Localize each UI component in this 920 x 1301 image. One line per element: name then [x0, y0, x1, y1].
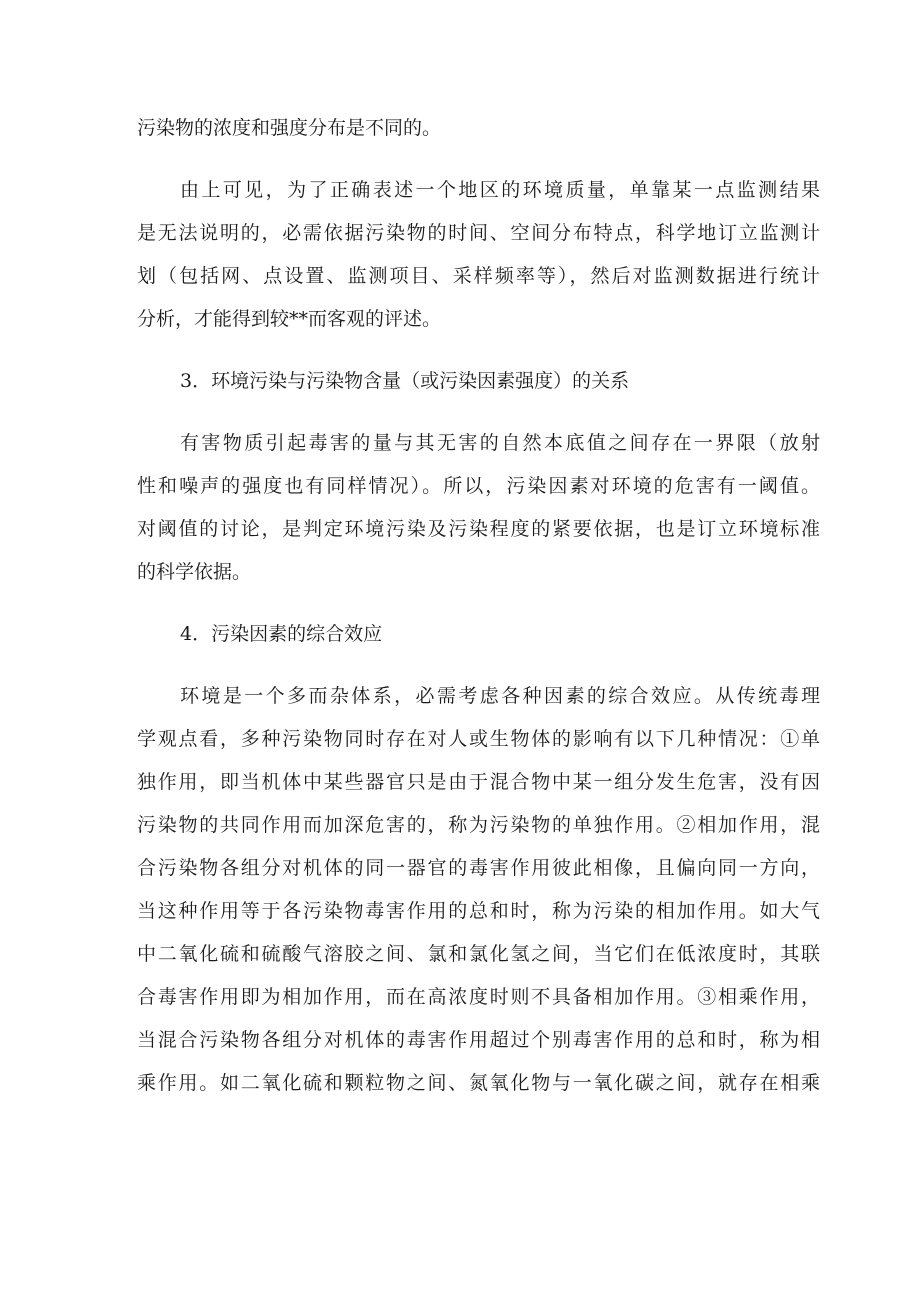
paragraph-4-line-8: 合毒害作用即为相加作用，而在高浓度时则不具备相加作用。③相乘作用， [137, 986, 820, 1008]
paragraph-3-line-4: 的科学依据。 [137, 561, 252, 583]
paragraph-4-line-9: 当混合污染物各组分对机体的毒害作用超过个别毒害作用的总和时，称为相 [137, 1029, 820, 1051]
paragraph-1-line-1: 污染物的浓度和强度分布是不同的。 [137, 117, 442, 139]
paragraph-4-line-10: 乘作用。如二氧化硫和颗粒物之间、氮氧化物与一氧化碳之间，就存在相乘 [137, 1072, 820, 1094]
section-heading-4: 4．污染因素的综合效应 [180, 623, 383, 645]
paragraph-4-line-7: 中二氧化硫和硫酸气溶胶之间、氯和氯化氢之间，当它们在低浓度时，其联 [137, 943, 820, 965]
paragraph-4-line-1: 环境是一个多而杂体系，必需考虑各种因素的综合效应。从传统毒理 [180, 685, 820, 707]
paragraph-2-line-1: 由上可见，为了正确表述一个地区的环境质量，单靠某一点监测结果 [180, 179, 820, 201]
paragraph-2-line-4: 分析，才能得到较**而客观的评述。 [137, 308, 442, 330]
paragraph-2-line-3: 划（包括网、点设置、监测项目、采样频率等），然后对监测数据进行统计 [137, 265, 820, 287]
paragraph-4-line-3: 独作用，即当机体中某些器官只是由于混合物中某一组分发生危害，没有因 [137, 771, 820, 793]
paragraph-3-line-2: 性和噪声的强度也有同样情况）。所以，污染因素对环境的危害有一阈值。 [137, 475, 820, 497]
paragraph-3-line-1: 有害物质引起毒害的量与其无害的自然本底值之间存在一界限（放射 [180, 432, 820, 454]
paragraph-4-line-6: 当这种作用等于各污染物毒害作用的总和时，称为污染的相加作用。如大气 [137, 900, 820, 922]
paragraph-4-line-5: 合污染物各组分对机体的同一器官的毒害作用彼此相像，且偏向同一方向， [137, 857, 820, 879]
paragraph-4-line-4: 污染物的共同作用而加深危害的，称为污染物的单独作用。②相加作用，混 [137, 814, 820, 836]
paragraph-3-line-3: 对阈值的讨论，是判定环境污染及污染程度的紧要依据，也是订立环境标准 [137, 518, 820, 540]
section-heading-3: 3．环境污染与污染物含量（或污染因素强度）的关系 [180, 370, 630, 392]
paragraph-4-line-2: 学观点看，多种污染物同时存在对人或生物体的影响有以下几种情况：①单 [137, 728, 820, 750]
paragraph-2-line-2: 是无法说明的，必需依据污染物的时间、空间分布特点，科学地订立监测计 [137, 222, 820, 244]
